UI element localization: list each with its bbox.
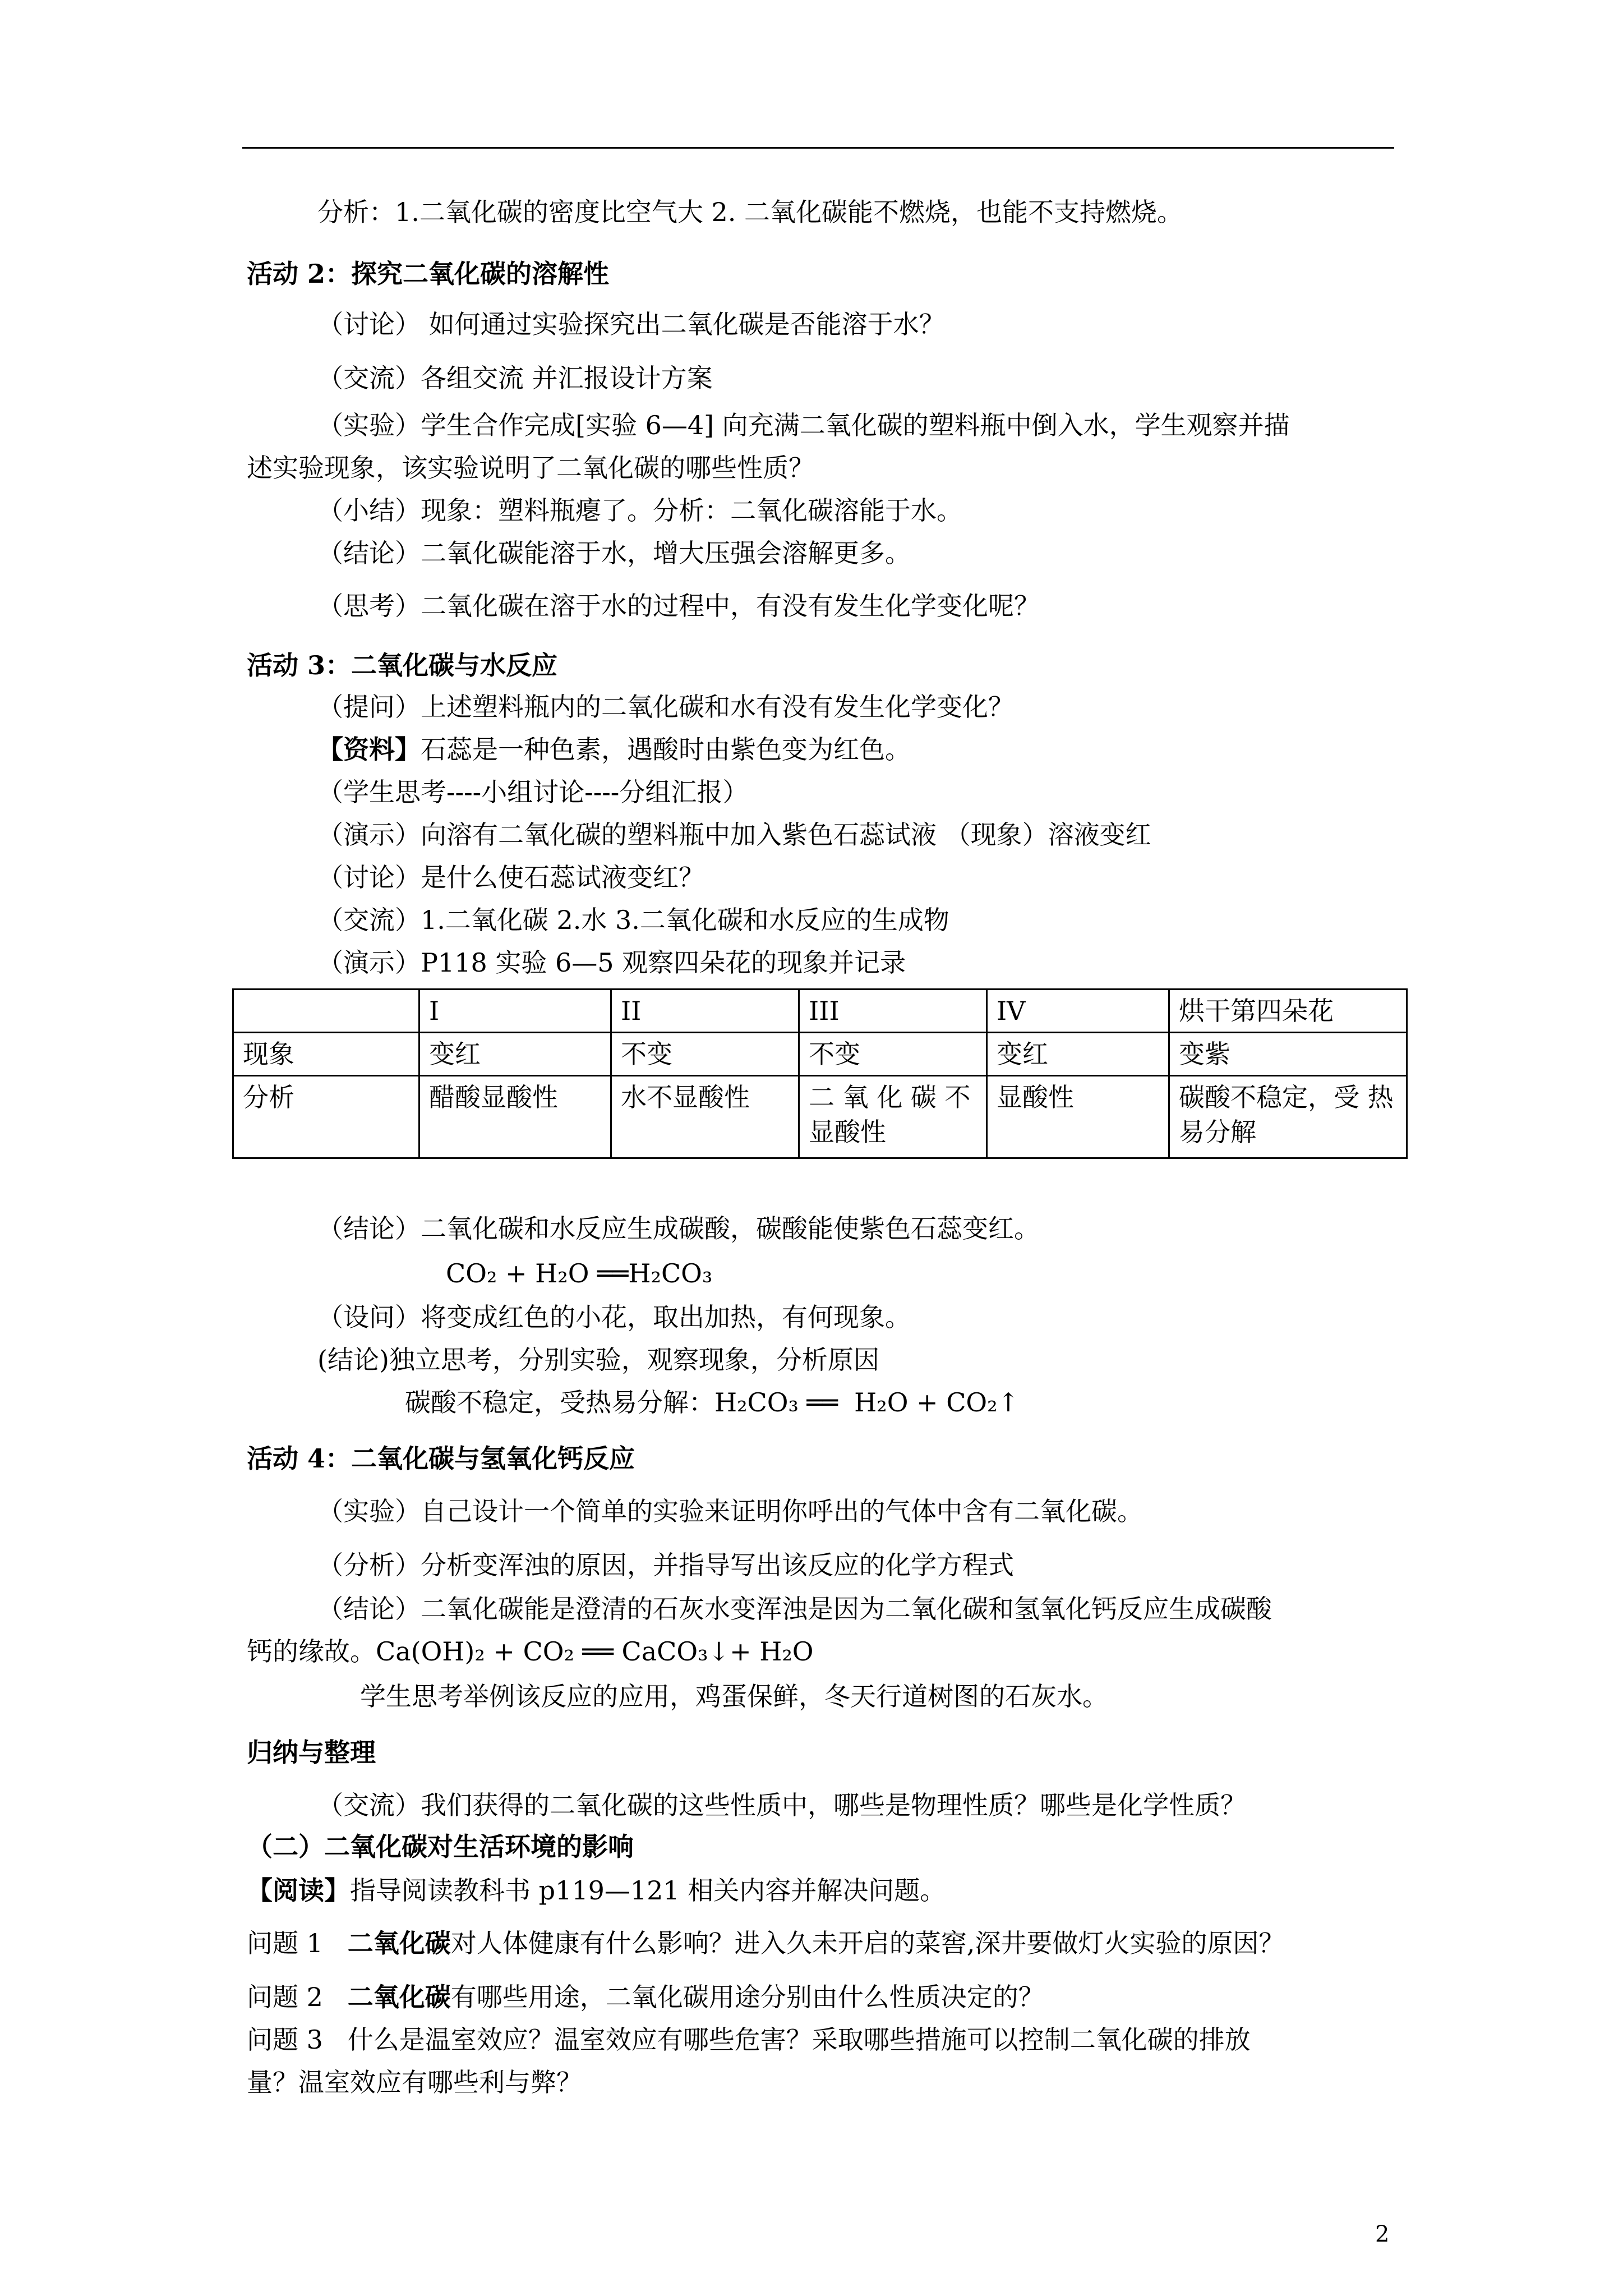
table-cell: 分析 bbox=[233, 1076, 419, 1158]
conclusion-line-4b: 钙的缘故。Ca(OH)₂ + CO₂ ══ CaCO₃↓+ H₂O bbox=[247, 1636, 814, 1667]
reading-line bbox=[247, 1874, 946, 1907]
section-2-title: （二）二氧化碳对生活环境的影响 bbox=[247, 1832, 634, 1862]
header-rule bbox=[242, 147, 1394, 149]
conclusion-line-4a: （结论）二氧化碳能是澄清的石灰水变浑浊是因为二氧化碳和氢氧化钙反应生成碳酸 bbox=[317, 1594, 1272, 1624]
experiment-line-2: 述实验现象，该实验说明了二氧化碳的哪些性质？ bbox=[247, 453, 814, 483]
data-label: 【资料】 bbox=[317, 734, 421, 765]
question-1-label: 问题 1 bbox=[247, 1928, 348, 1958]
summary-line: （小结）现象：塑料瓶瘪了。分析：二氧化碳溶能于水。 bbox=[317, 495, 962, 526]
data-line bbox=[317, 733, 911, 766]
reading-label: 【阅读】 bbox=[247, 1875, 350, 1906]
think-line: （思考）二氧化碳在溶于水的过程中，有没有发生化学变化呢？ bbox=[317, 591, 1040, 621]
reading-text: 指导阅读教科书 p119—121 相关内容并解决问题。 bbox=[350, 1875, 946, 1906]
table-cell: 变紫 bbox=[1169, 1033, 1407, 1076]
table-cell: 现象 bbox=[233, 1033, 419, 1076]
table-cell: 二 氧 化 碳 不 显酸性 bbox=[799, 1076, 987, 1158]
summary-title: 归纳与整理 bbox=[247, 1737, 376, 1768]
table-row bbox=[233, 1076, 1407, 1158]
table-cell bbox=[233, 990, 419, 1033]
question-1-text: 对人体健康有什么影响？进入久未开启的菜窖,深井要做灯火实验的原因？ bbox=[450, 1928, 1285, 1958]
discussion-line: （讨论） 如何通过实验探究出二氧化碳是否能溶于水？ bbox=[317, 309, 945, 339]
table-cell: 不变 bbox=[611, 1033, 799, 1076]
question-line: （提问）上述塑料瓶内的二氧化碳和水有没有发生化学变化？ bbox=[317, 692, 1014, 722]
applications-line: 学生思考举例该反应的应用，鸡蛋保鲜，冬天行道树图的石灰水。 bbox=[360, 1681, 1108, 1711]
activity-2-title: 活动 2：探究二氧化碳的溶解性 bbox=[247, 259, 610, 289]
student-think-line: （学生思考----小组讨论----分组汇报） bbox=[317, 777, 749, 807]
activity-4-title: 活动 4：二氧化碳与氢氧化钙反应 bbox=[247, 1443, 635, 1474]
table-cell: 变红 bbox=[987, 1033, 1169, 1076]
discussion-line-2: （讨论）是什么使石蕊试液变红？ bbox=[317, 862, 704, 892]
table-cell: 不变 bbox=[799, 1033, 987, 1076]
table-cell: IV bbox=[987, 990, 1169, 1033]
question-3-line-2: 量？温室效应有哪些利与弊？ bbox=[247, 2067, 582, 2097]
exchange-line-2: （交流）1.二氧化碳 2.水 3.二氧化碳和水反应的生成物 bbox=[317, 905, 949, 935]
data-text: 石蕊是一种色素，遇酸时由紫色变为红色。 bbox=[421, 734, 911, 765]
ask-line: （设问）将变成红色的小花，取出加热，有何现象。 bbox=[317, 1302, 911, 1332]
table-cell: 显酸性 bbox=[987, 1076, 1169, 1158]
demo-line-2: （演示）P118 实验 6—5 观察四朵花的现象并记录 bbox=[317, 947, 906, 978]
exchange-line: （交流）各组交流 并汇报设计方案 bbox=[317, 363, 713, 393]
question-3-line-1: 问题 3 什么是温室效应？温室效应有哪些危害？采取哪些措施可以控制二氧化碳的排放 bbox=[247, 2024, 1251, 2055]
table-cell: 烘干第四朵花 bbox=[1169, 990, 1407, 1033]
equation-line-2: 碳酸不稳定，受热易分解：H₂CO₃ ══ H₂O + CO₂↑ bbox=[405, 1387, 1020, 1418]
question-2-bold: 二氧化碳 bbox=[347, 1982, 451, 2012]
demo-line-1: （演示）向溶有二氧化碳的塑料瓶中加入紫色石蕊试液 （现象）溶液变红 bbox=[317, 820, 1151, 850]
table-cell: 水不显酸性 bbox=[611, 1076, 799, 1158]
table-cell: 碳酸不稳定，受 热易分解 bbox=[1169, 1076, 1407, 1158]
experiment-line-1: （实验）学生合作完成[实验 6—4] 向充满二氧化碳的塑料瓶中倒入水，学生观察并描 bbox=[317, 410, 1290, 440]
table-row bbox=[233, 990, 1407, 1033]
page-number: 2 bbox=[1375, 2221, 1390, 2247]
observation-table bbox=[232, 988, 1408, 1159]
conclusion-line-3: (结论)独立思考，分别实验，观察现象，分析原因 bbox=[317, 1345, 879, 1375]
table-row bbox=[233, 1033, 1407, 1076]
question-1 bbox=[247, 1926, 1284, 1960]
table-cell: II bbox=[611, 990, 799, 1033]
analysis-line-2: （分析）分析变浑浊的原因，并指导写出该反应的化学方程式 bbox=[317, 1550, 1014, 1580]
question-2 bbox=[247, 1980, 1044, 2014]
table-cell: 变红 bbox=[419, 1033, 611, 1076]
conclusion-line: （结论）二氧化碳能溶于水，增大压强会溶解更多。 bbox=[317, 538, 911, 568]
conclusion-line-2: （结论）二氧化碳和水反应生成碳酸，碳酸能使紫色石蕊变红。 bbox=[317, 1213, 1040, 1244]
question-2-text: 有哪些用途，二氧化碳用途分别由什么性质决定的？ bbox=[450, 1982, 1044, 2012]
activity-3-title: 活动 3：二氧化碳与水反应 bbox=[247, 650, 558, 680]
analysis-line: 分析：1.二氧化碳的密度比空气大 2. 二氧化碳能不燃烧，也能不支持燃烧。 bbox=[317, 197, 1183, 227]
table-cell: I bbox=[419, 990, 611, 1033]
question-1-bold: 二氧化碳 bbox=[347, 1928, 451, 1958]
exchange-line-3: （交流）我们获得的二氧化碳的这些性质中，哪些是物理性质？哪些是化学性质？ bbox=[317, 1790, 1246, 1820]
question-2-label: 问题 2 bbox=[247, 1982, 348, 2012]
experiment-line-3: （实验）自己设计一个简单的实验来证明你呼出的气体中含有二氧化碳。 bbox=[317, 1496, 1143, 1526]
equation-line-1: CO₂ + H₂O ══H₂CO₃ bbox=[446, 1258, 713, 1289]
table-cell: 醋酸显酸性 bbox=[419, 1076, 611, 1158]
table-cell: III bbox=[799, 990, 987, 1033]
